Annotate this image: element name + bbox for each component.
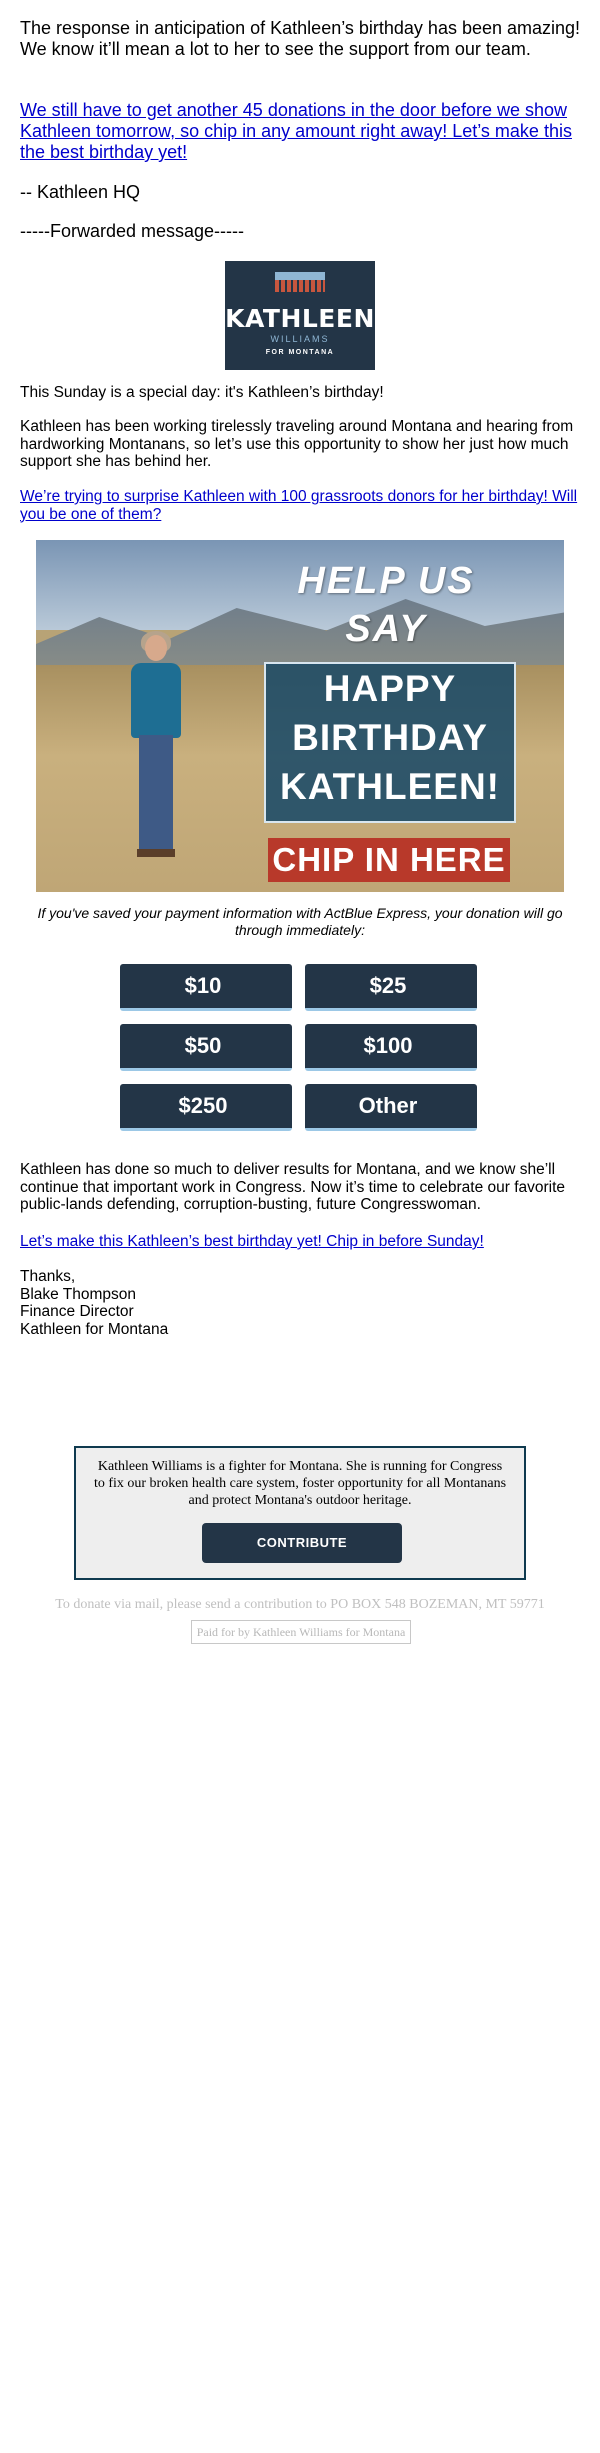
banner-headline-2: SAY [345,608,427,650]
donate-50-button[interactable] [120,1024,292,1071]
footer-box [74,1446,526,1580]
grassroots-link-para [20,488,590,523]
person-torso [131,663,181,738]
signature-block [20,1268,320,1338]
footer-description: Kathleen Williams is a fighter for Montana. She is running for Congress to fix our broken health care system, foster opportunity for all Montanans and protect Montana's outdoor heritage. [93,1459,507,1508]
person-feet [137,849,175,857]
grassroots-donors-link[interactable]: We’re trying to surprise Kathleen with 100 grassroots donors for her birthday! Will you be one of them? [20,488,578,523]
intro-text: The response in anticipation of Kathleen’s birthday has been amazing! We know it’ll mean a lot to her to see the support from our team. [20,18,581,59]
donate-250-label: $250 [178,1093,228,1118]
best-birthday-link[interactable]: Let’s make this Kathleen’s best birthday yet! Chip in before Sunday! [20,1233,484,1250]
donate-50-label: $50 [184,1033,222,1058]
donate-other-button[interactable] [305,1084,477,1131]
donate-other-label: Other [358,1093,418,1118]
banner-chip-in-button[interactable]: CHIP IN HERE [268,838,510,882]
mail-donation-note: To donate via mail, please send a contribution to PO BOX 548 BOZEMAN, MT 59771 [55,1597,545,1612]
actblue-caption: If you've saved your payment information with ActBlue Express, your donation will go through immediately: [37,905,563,938]
banner-birthday-box [264,662,516,823]
donate-100-button[interactable] [305,1024,477,1071]
paid-for-disclaimer: Paid for by Kathleen Williams for Montana [191,1620,411,1644]
person-head [145,635,167,661]
signature-role: Finance Director [20,1303,134,1320]
contribute-button[interactable]: CONTRIBUTE [202,1523,402,1563]
person-legs [139,735,173,853]
campaign-logo [225,261,375,370]
forwarded-divider: -----Forwarded message----- [20,221,245,241]
signoff: -- Kathleen HQ [20,182,141,202]
banner-box-line-1: HAPPY [323,668,457,709]
intro-donate-link[interactable]: We still have to get another 45 donations in the door before we show Kathleen tomorrow, so chip in any amount right away! Let’s make this the best birthday yet! [20,100,572,162]
banner-headline-1: HELP US [297,560,475,602]
donate-100-label: $100 [363,1033,413,1058]
logo-state: FOR MONTANA [265,349,335,356]
donate-25-button[interactable] [305,964,477,1011]
signature-thanks: Thanks, [20,1268,76,1285]
support-paragraph: Kathleen has been working tirelessly traveling around Montana and hearing from hardworking Montanans, so let’s use this opportunity to show her just how much support she has behind her. [20,418,574,470]
birthday-paragraph: This Sunday is a special day: it's Kathleen’s birthday! [20,384,384,401]
logo-sky [275,272,325,280]
logo-name: KATHLEEN [225,304,375,333]
signature-name: Blake Thompson [20,1285,137,1303]
logo-montana-icon [275,280,325,292]
logo-surname: WILLIAMS [270,334,330,344]
closing-link-para [20,1233,590,1251]
donate-250-button[interactable] [120,1084,292,1131]
banner-box-line-3: KATHLEEN! [279,766,500,807]
birthday-banner-image[interactable] [36,540,564,892]
donate-25-label: $25 [369,973,407,998]
donate-10-label: $10 [184,973,222,998]
donate-10-button[interactable] [120,964,292,1011]
closing-paragraph: Kathleen has done so much to deliver results for Montana, and we know she’ll continue that important work in Congress. Now it’s time to celebrate our favorite public-lands defending, corruption-busting, future Congresswoman. [20,1161,566,1213]
signature-org: Kathleen for Montana [20,1320,169,1338]
banner-box-line-2: BIRTHDAY [292,717,488,758]
banner-person [131,635,181,860]
intro-donate-link-para [20,100,590,163]
